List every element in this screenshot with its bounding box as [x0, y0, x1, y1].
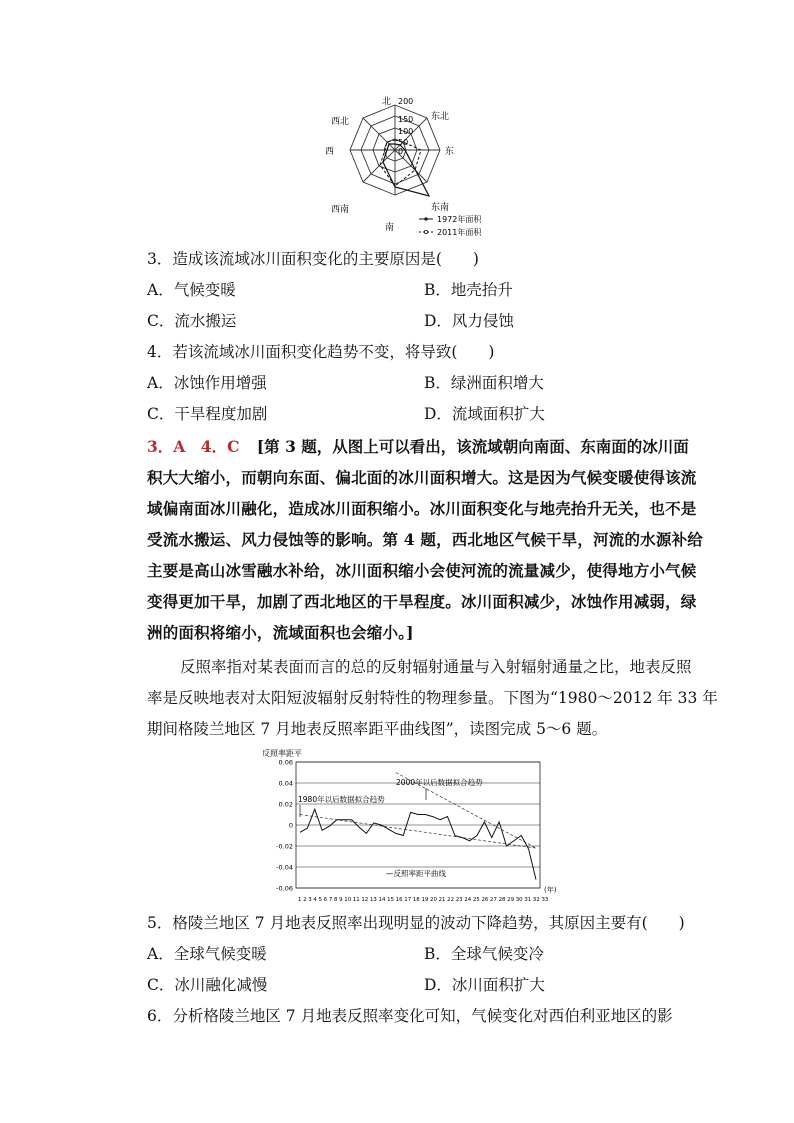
answer-key: 3．A 4．C [147, 437, 240, 456]
intro-line-3: 期间格陵兰地区 7 月地表反照率距平曲线图”，读图完成 5～6 题。 [147, 720, 608, 738]
q3-stem: 3．造成该流域冰川面积变化的主要原因是( ) [147, 250, 479, 268]
q5-option-d[interactable]: D．冰川面积扩大 [424, 976, 545, 994]
radar-legend-1972: 1972年面积 [437, 215, 482, 224]
radar-scale-0: 0 [398, 147, 404, 156]
chart-ylabel: 反照率距平 [262, 749, 302, 758]
chart-trend-1980 [300, 815, 536, 849]
radar-label-west: 西 [325, 147, 335, 157]
q3-option-c[interactable]: C．流水搬运 [147, 312, 237, 330]
answer-line-1: [第 3 题，从图上可以看出，该流域朝向南面、东南面的冰川面 [256, 437, 689, 456]
intro-line-1: 反照率指对某表面而言的总的反射辐射通量与入射辐射通量之比，地表反照 [180, 658, 692, 676]
radar-scale-200: 200 [398, 97, 414, 106]
chart-y-tick-label: -0.04 [276, 863, 293, 872]
answer-line-2: 积大大缩小，而朝向东面、偏北面的冰川面积增大。这是因为气候变暖使得该流 [147, 468, 697, 487]
chart-y-tick-label: 0.02 [278, 800, 293, 809]
q3-option-b[interactable]: B．地壳抬升 [424, 281, 513, 299]
q5-option-a[interactable]: A．全球气候变暖 [147, 945, 267, 963]
radar-scale-50: 50 [398, 138, 409, 147]
radar-label-southwest: 西南 [331, 205, 350, 215]
radar-label-south: 南 [385, 223, 395, 233]
radar-legend-2011: 2011年面积 [437, 228, 482, 237]
chart-y-tick-label: 0.04 [278, 779, 293, 788]
chart-legend: —反照率距平曲线 [386, 869, 446, 878]
radar-label-east: 东 [445, 147, 455, 157]
chart-y-tick-label: 0 [288, 821, 293, 830]
glacier-radar-chart [325, 92, 485, 242]
q5-option-c[interactable]: C．冰川融化减慢 [147, 976, 268, 994]
chart-y-tick-label: -0.02 [276, 842, 293, 851]
radar-label-southeast: 东南 [431, 203, 450, 213]
q3-option-d[interactable]: D．风力侵蚀 [424, 312, 514, 330]
answer-line-4: 受流水搬运、风力侵蚀等的影响。第 4 题，西北地区气候干旱，河流的水源补给 [147, 530, 703, 549]
q4-option-a[interactable]: A．冰蚀作用增强 [147, 374, 267, 392]
intro-line-2: 率是反映地表对太阳短波辐射反射特性的物理参量。下图为“1980～2012 年 33 年 [147, 689, 718, 707]
chart-xlabel: (年) [544, 886, 557, 894]
albedo-anomaly-chart [258, 748, 568, 906]
radar-scale-100: 100 [398, 127, 414, 136]
answer-line-5: 主要是高山冰雪融水补给，冰川面积缩小会使河流的流量减少，使得地方小气候 [147, 561, 697, 580]
chart-annotation-1980: 1980年以后数据拟合趋势 [298, 795, 385, 804]
q4-option-d[interactable]: D．流域面积扩大 [424, 405, 545, 423]
chart-annotation-2000: 2000年以后数据拟合趋势 [396, 778, 483, 787]
answer-block [147, 436, 689, 458]
answer-line-3: 域偏南面冰川融化，造成冰川面积缩小。冰川面积变化与地壳抬升无关，也不是 [147, 499, 697, 518]
radar-label-northwest: 西北 [331, 117, 350, 127]
answer-line-7: 洲的面积将缩小，流域面积也会缩小。] [147, 623, 414, 642]
radar-label-northeast: 东北 [431, 112, 450, 122]
chart-y-tick-label: 0.06 [278, 758, 293, 767]
q6-stem: 6．分析格陵兰地区 7 月地表反照率变化可知，气候变化对西伯利亚地区的影 [147, 1007, 673, 1025]
q4-option-b[interactable]: B．绿洲面积增大 [424, 374, 544, 392]
q4-stem: 4．若该流域冰川面积变化趋势不变，将导致( ) [147, 343, 495, 361]
q5-option-b[interactable]: B．全球气候变冷 [424, 945, 544, 963]
q5-stem: 5．格陵兰地区 7 月地表反照率出现明显的波动下降趋势，其原因主要有( ) [147, 914, 685, 932]
radar-label-north: 北 [382, 97, 392, 107]
answer-line-6: 变得更加干旱，加剧了西北地区的干旱程度。冰川面积减少，冰蚀作用减弱，绿 [147, 592, 697, 611]
radar-scale-150: 150 [398, 115, 414, 124]
chart-y-tick-label: -0.06 [276, 884, 293, 893]
q4-option-c[interactable]: C．干旱程度加剧 [147, 405, 268, 423]
chart-x-tick-labels: 1 2 3 4 5 6 7 8 9 10 11 12 13 14 15 16 17 18 19 20 21 22 23 24 25 26 27 28 29 30 31 32 33 [298, 897, 549, 903]
q3-option-a[interactable]: A．气候变暖 [147, 281, 236, 299]
